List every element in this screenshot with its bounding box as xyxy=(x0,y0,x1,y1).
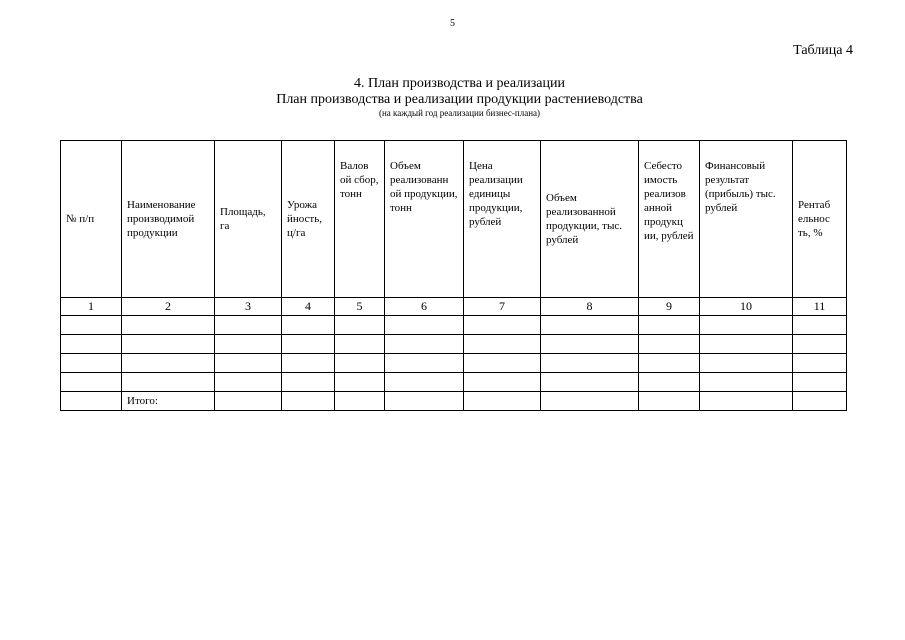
table-cell xyxy=(61,354,122,373)
table-cell xyxy=(215,373,282,392)
table-cell xyxy=(215,354,282,373)
table-cell xyxy=(385,316,464,335)
table-cell xyxy=(122,354,215,373)
table-cell xyxy=(793,373,847,392)
table-cell xyxy=(793,392,847,411)
column-number: 5 xyxy=(335,298,385,316)
table-cell xyxy=(122,316,215,335)
table-cell xyxy=(639,392,700,411)
table-cell xyxy=(385,335,464,354)
table-cell xyxy=(282,392,335,411)
table-cell xyxy=(541,335,639,354)
table-titles xyxy=(0,76,905,119)
table-cell xyxy=(215,316,282,335)
column-number: 2 xyxy=(122,298,215,316)
table-cell xyxy=(385,392,464,411)
table-cell xyxy=(700,335,793,354)
table-cell xyxy=(793,354,847,373)
column-number: 9 xyxy=(639,298,700,316)
header-row xyxy=(61,141,847,298)
table-cell xyxy=(793,316,847,335)
page-number: 5 xyxy=(450,18,455,29)
header-cell: Наименование производимой продукции xyxy=(122,141,215,298)
column-number: 8 xyxy=(541,298,639,316)
column-number-row xyxy=(61,298,847,316)
table-row xyxy=(61,354,847,373)
table-cell xyxy=(639,373,700,392)
column-number: 3 xyxy=(215,298,282,316)
column-number: 11 xyxy=(793,298,847,316)
table-cell xyxy=(335,392,385,411)
header-cell: Себесто имость реализов анной продукц ии, рублей xyxy=(639,141,700,298)
header-cell: Цена реализации единицы продукции, рублей xyxy=(464,141,541,298)
table-cell xyxy=(335,354,385,373)
table-row xyxy=(61,373,847,392)
table-label: Таблица 4 xyxy=(793,43,853,58)
table-cell xyxy=(215,392,282,411)
table-cell xyxy=(700,354,793,373)
table-cell xyxy=(282,354,335,373)
table-cell xyxy=(541,373,639,392)
table-cell xyxy=(385,354,464,373)
table-cell xyxy=(793,335,847,354)
table-cell xyxy=(464,354,541,373)
table-cell xyxy=(464,335,541,354)
table-cell xyxy=(282,335,335,354)
table-cell xyxy=(639,354,700,373)
table-row xyxy=(61,316,847,335)
table-cell xyxy=(541,354,639,373)
table-cell xyxy=(335,316,385,335)
table-cell xyxy=(61,373,122,392)
table-cell xyxy=(464,392,541,411)
table-cell xyxy=(282,316,335,335)
table-cell xyxy=(215,335,282,354)
column-number: 1 xyxy=(61,298,122,316)
header-cell: Объем реализованн ой продукции, тонн xyxy=(385,141,464,298)
table-cell xyxy=(122,335,215,354)
column-number: 6 xyxy=(385,298,464,316)
table-cell xyxy=(541,392,639,411)
header-cell: Урожа йность, ц/га xyxy=(282,141,335,298)
header-cell: Рентаб ельнос ть, % xyxy=(793,141,847,298)
table-cell xyxy=(335,335,385,354)
table-row xyxy=(61,335,847,354)
table-cell xyxy=(335,373,385,392)
header-cell: Объем реализованной продукции, тыс. рублей xyxy=(541,141,639,298)
table-cell xyxy=(541,316,639,335)
table-cell xyxy=(282,373,335,392)
column-number: 10 xyxy=(700,298,793,316)
header-cell: Площадь, га xyxy=(215,141,282,298)
table-cell xyxy=(61,316,122,335)
column-number: 4 xyxy=(282,298,335,316)
table-cell xyxy=(61,335,122,354)
table-cell xyxy=(61,392,122,411)
table-cell xyxy=(639,316,700,335)
section-title: 4. План производства и реализации xyxy=(354,76,565,91)
production-plan-table xyxy=(60,140,847,411)
table-cell xyxy=(700,316,793,335)
table-cell xyxy=(385,373,464,392)
header-cell: Финансовый результат (прибыль) тыс. рублей xyxy=(700,141,793,298)
header-cell: № п/п xyxy=(61,141,122,298)
header-cell: Валов ой сбор, тонн xyxy=(335,141,385,298)
table-title: План производства и реализации продукции растениеводства xyxy=(276,92,643,107)
column-number: 7 xyxy=(464,298,541,316)
table-cell xyxy=(122,373,215,392)
table-cell xyxy=(464,373,541,392)
table-cell xyxy=(639,335,700,354)
total-row xyxy=(61,392,847,411)
table-subtitle-note: (на каждый год реализации бизнес-плана) xyxy=(378,108,541,118)
table-cell xyxy=(700,392,793,411)
table-cell xyxy=(464,316,541,335)
total-label: Итого: xyxy=(122,392,215,411)
table-cell xyxy=(700,373,793,392)
